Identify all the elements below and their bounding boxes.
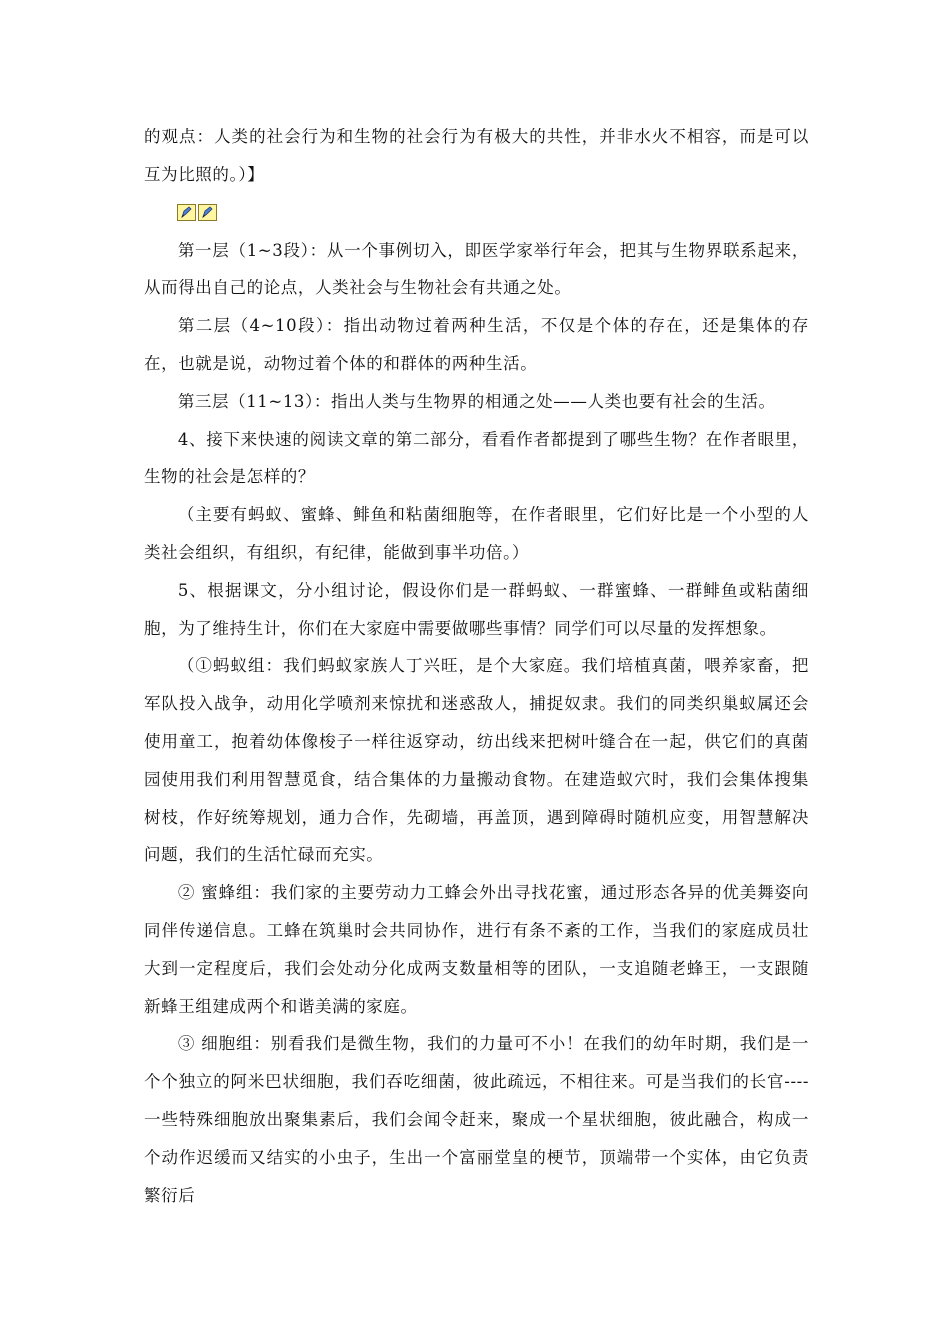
paragraph-ant-group: （①蚂蚁组：我们蚂蚁家族人丁兴旺，是个大家庭。我们培植真菌，喂养家畜，把军队投入战争，动用化学喷剂来惊扰和迷惑敌人，捕捉奴隶。我们的同类织巢蚁属还会使用童工，抱着幼体像梭子一样往返穿动，纺出线来把树叶缝合在一起，供它们的真菌园使用我们利用智慧觅食，结合集体的力量搬动食物。在建造蚁穴时，我们会集体搜集树枝，作好统筹规划，通力合作，先砌墙，再盖顶，遇到障碍时随机应变，用智慧解决问题，我们的生活忙碌而充实。: [144, 656, 809, 865]
paragraph-cell-group: ③ 细胞组：别看我们是微生物，我们的力量可不小！在我们的幼年时期，我们是一个个独立的阿米巴状细胞，我们吞吃细菌，彼此疏远，不相往来。可是当我们的长官----一些特殊细胞放出聚集素后，我们会闻令赶来，聚成一个星状细胞，彼此融合，构成一个动作迟缓而又结实的小虫子，生出一个富丽堂皇的梗节，顶端带一个实体，由它负责繁衍后: [144, 1034, 809, 1205]
paragraph-question-4: 4、接下来快速的阅读文章的第二部分，看看作者都提到了哪些生物？在作者眼里，生物的社会是怎样的？: [144, 429, 809, 487]
paragraph-layer-2: 第二层（4~10段）：指出动物过着两种生活，不仅是个体的存在，还是集体的存在，也就是说，动物过着个体的和群体的两种生活。: [144, 316, 809, 373]
paragraph-question-5: 5、根据课文，分小组讨论，假设你们是一群蚂蚁、一群蜜蜂、一群鲱鱼或粘菌细胞，为了维持生计，你们在大家庭中需要做哪些事情？同学们可以尽量的发挥想象。: [144, 580, 809, 638]
paragraph-bee-group: ② 蜜蜂组：我们家的主要劳动力工蜂会外出寻找花蜜，通过形态各异的优美舞姿向同伴传递信息。工蜂在筑巢时会共同协作，进行有条不紊的工作，当我们的家庭成员壮大到一定程度后，我们会处动分化成两支数量相等的团队，一支追随老蜂王，一支跟随新蜂王组建成两个和谐美满的家庭。: [144, 883, 809, 1016]
paragraph-viewpoint: 的观点：人类的社会行为和生物的社会行为有极大的共性，并非水火不相容，而是可以互为比照的。）】: [144, 127, 809, 184]
paragraph-layer-1: 第一层（1~3段）：从一个事例切入，即医学家举行年会，把其与生物界联系起来，从而得出自己的论点，人类社会与生物社会有共通之处。: [144, 240, 809, 298]
paragraph-answer-4: （主要有蚂蚁、蜜蜂、鲱鱼和粘菌细胞等，在作者眼里，它们好比是一个小型的人类社会组织，有组织，有纪律，能做到事半功倍。）: [144, 505, 809, 562]
document-body: [144, 118, 809, 1214]
icon-row: [144, 194, 809, 232]
paragraph-layer-3: 第三层（11~13）：指出人类与生物界的相通之处——人类也要有社会的生活。: [177, 391, 776, 411]
pencil-icon: [177, 204, 196, 221]
pencil-icon: [198, 204, 217, 221]
